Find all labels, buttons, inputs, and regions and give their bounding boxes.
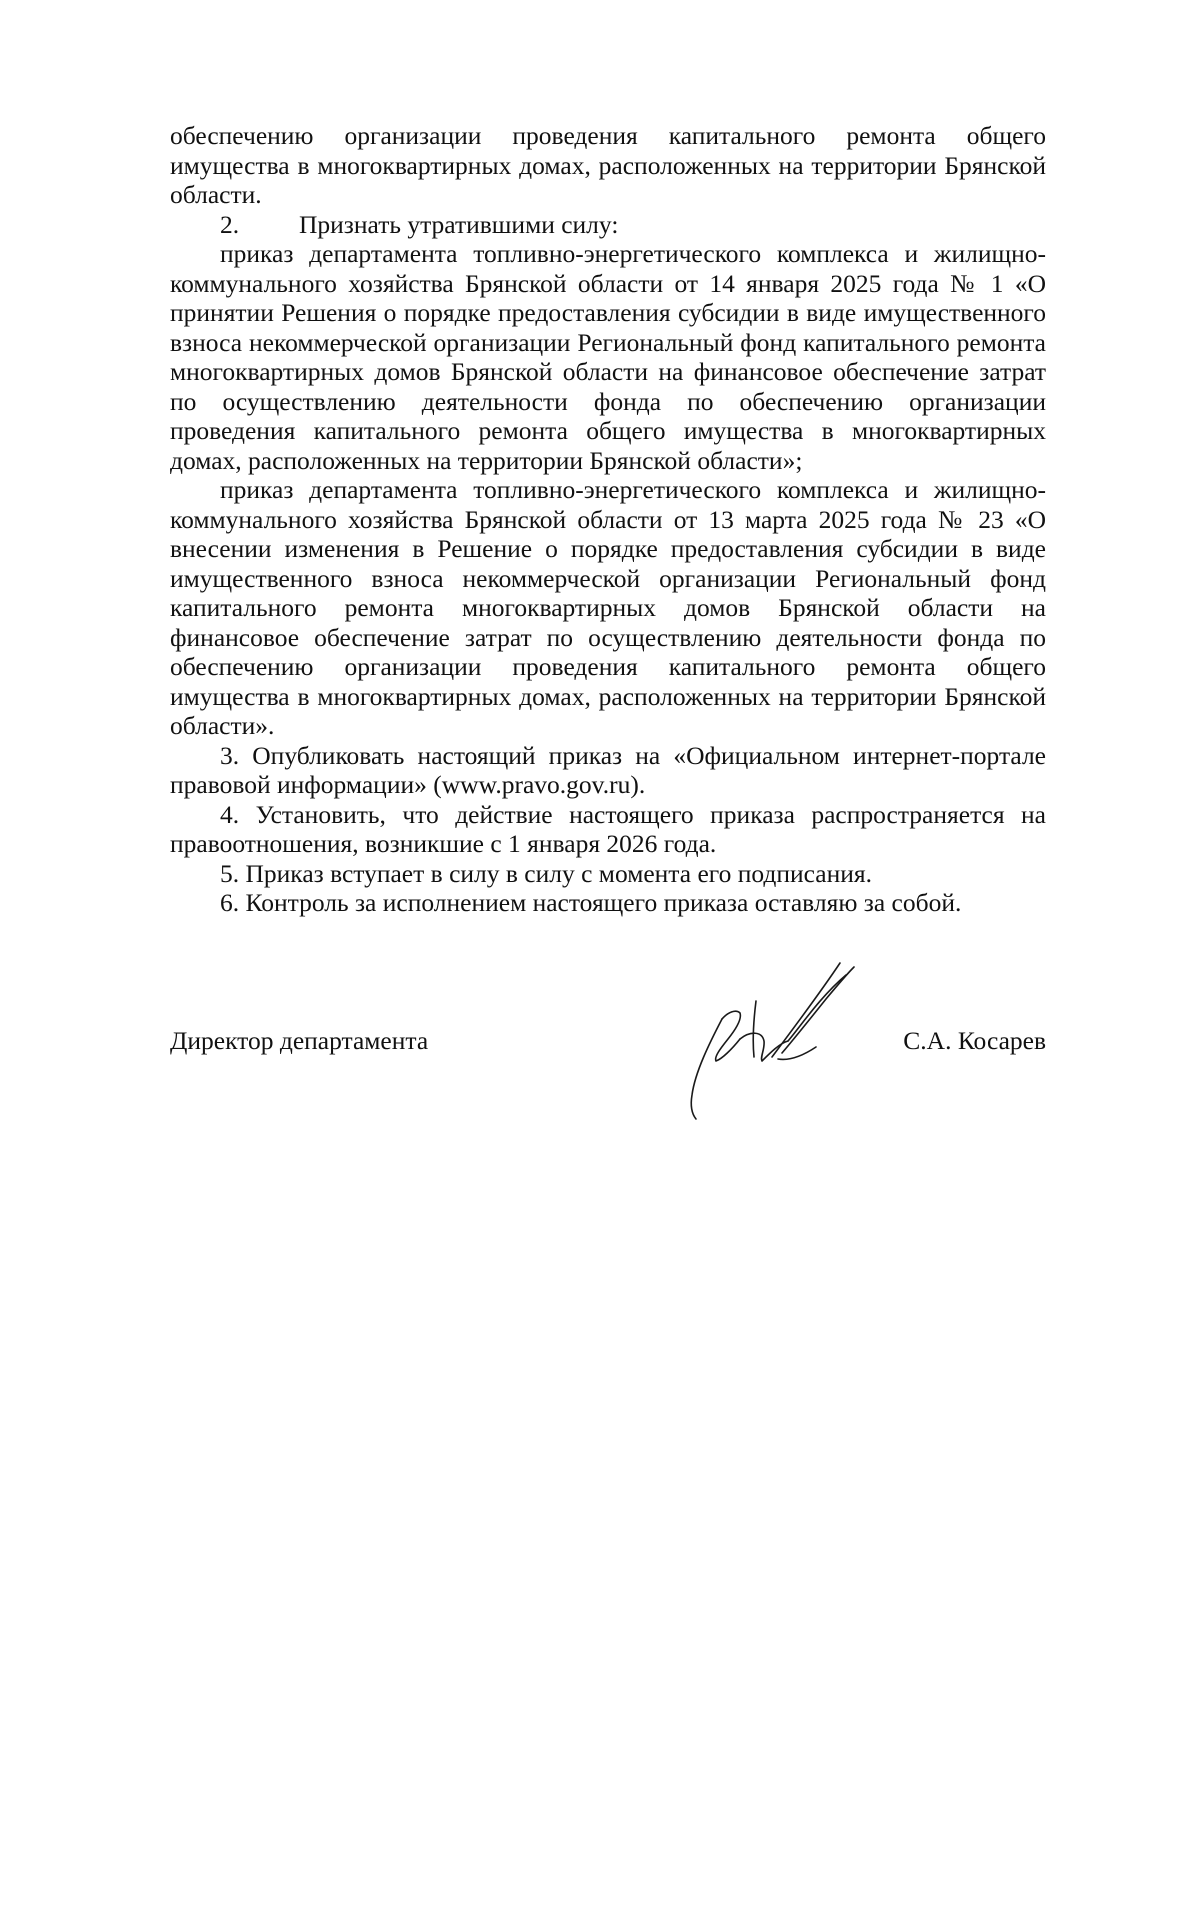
paragraph-repealed-order-2: приказ департамента топливно-энергетического комплекса и жилищно-коммунального хозяйства Брянской области от 13 марта 2025 года № 23 «О внесении изменения в Решение о порядке предоставления субсидии в виде имущественного взноса некоммерческой организации Региональный фонд капитального ремонта многоквартирных домов Брянской области на финансовое обеспечение затрат по осуществлению деятельности фонда по обеспечению организации проведения капитального ремонта общего имущества в многоквартирных домах, расположенных на территории Брянской области». [170, 475, 1046, 740]
paragraph-item-5: 5. Приказ вступает в силу в силу с момента его подписания. [220, 858, 872, 888]
handwritten-signature [670, 957, 880, 1127]
signature-block [170, 1010, 1046, 1130]
signatory-name: С.А. Косарев [903, 1026, 1046, 1055]
paragraph-item-3: 3. Опубликовать настоящий приказ на «Официальном интернет-портале правовой информации» (www.pravo.gov.ru). [170, 740, 1046, 799]
signatory-title: Директор департамента [170, 1026, 429, 1055]
paragraph-item-6: 6. Контроль за исполнением настоящего приказа оставляю за собой. [220, 888, 962, 917]
paragraph-item-4: 4. Установить, что действие настоящего приказа распространяется на правоотношения, возникшие с 1 января 2026 года. [170, 799, 1046, 858]
item-number: 2. [220, 209, 240, 239]
item-text: Признать утратившими силу: [299, 209, 619, 239]
document-body [170, 121, 1046, 918]
paragraph-repealed-order-1: приказ департамента топливно-энергетического комплекса и жилищно-коммунального хозяйства Брянской области от 14 января 2025 года № 1 «О принятии Решения о порядке предоставления субсидии в виде имущественного взноса некоммерческой организации Региональный фонд капитального ремонта многоквартирных домов Брянской области на финансовое обеспечение затрат по осуществлению деятельности фонда по обеспечению организации проведения капитального ремонта общего имущества в многоквартирных домах, расположенных на территории Брянской области»; [170, 239, 1046, 475]
paragraph-continuation: обеспечению организации проведения капитального ремонта общего имущества в многоквартирных домах, расположенных на территории Брянской области. [170, 121, 1046, 209]
paragraph-item-2 [170, 210, 1046, 240]
